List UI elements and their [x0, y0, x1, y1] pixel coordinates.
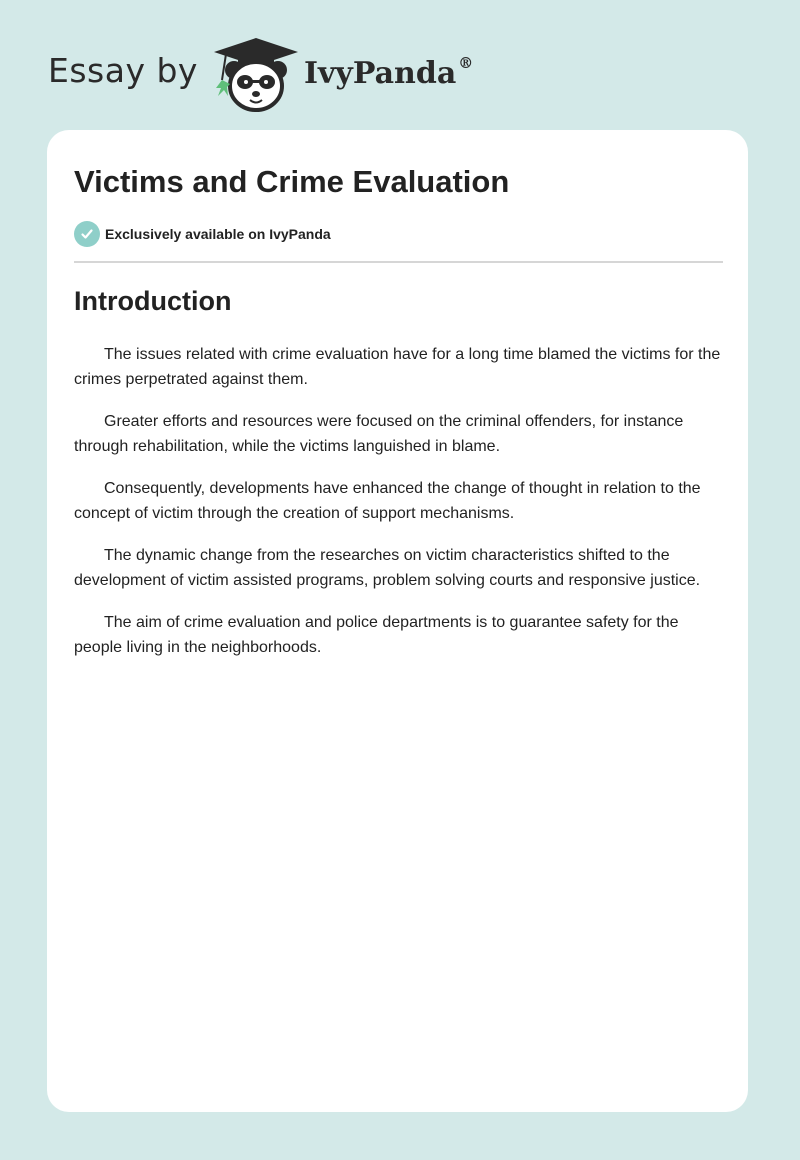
badge-label: Exclusively available on IvyPanda	[105, 226, 331, 242]
brand-name[interactable]: IvyPanda ®	[303, 53, 474, 91]
paragraph: The issues related with crime evaluation have for a long time blamed the victims for the crimes perpetrated against them.	[74, 346, 721, 388]
paragraph: Consequently, developments have enhanced the change of thought in relation to the concept of victim through the creation of support mechanisms.	[74, 480, 701, 522]
paragraph: The dynamic change from the researches on victim characteristics shifted to the development of victim assisted programs, problem solving courts and responsive justice.	[74, 547, 701, 589]
paragraph: Greater efforts and resources were focused on the criminal offenders, for instance through rehabilitation, while the victims languished in blame.	[74, 413, 684, 455]
essay-by-label: Essay by	[48, 50, 198, 90]
exclusive-badge	[74, 221, 331, 247]
section-heading: Introduction	[74, 286, 232, 316]
paragraph: The aim of crime evaluation and police departments is to guarantee safety for the people living in the neighborhoods.	[74, 614, 679, 656]
essay-body	[74, 342, 726, 677]
check-icon	[74, 221, 100, 247]
divider	[74, 261, 723, 263]
panda-logo-icon[interactable]	[212, 36, 300, 112]
essay-card	[47, 130, 748, 1112]
site-header	[48, 34, 473, 114]
registered-mark: ®	[458, 53, 474, 72]
page-title: Victims and Crime Evaluation	[74, 164, 510, 199]
